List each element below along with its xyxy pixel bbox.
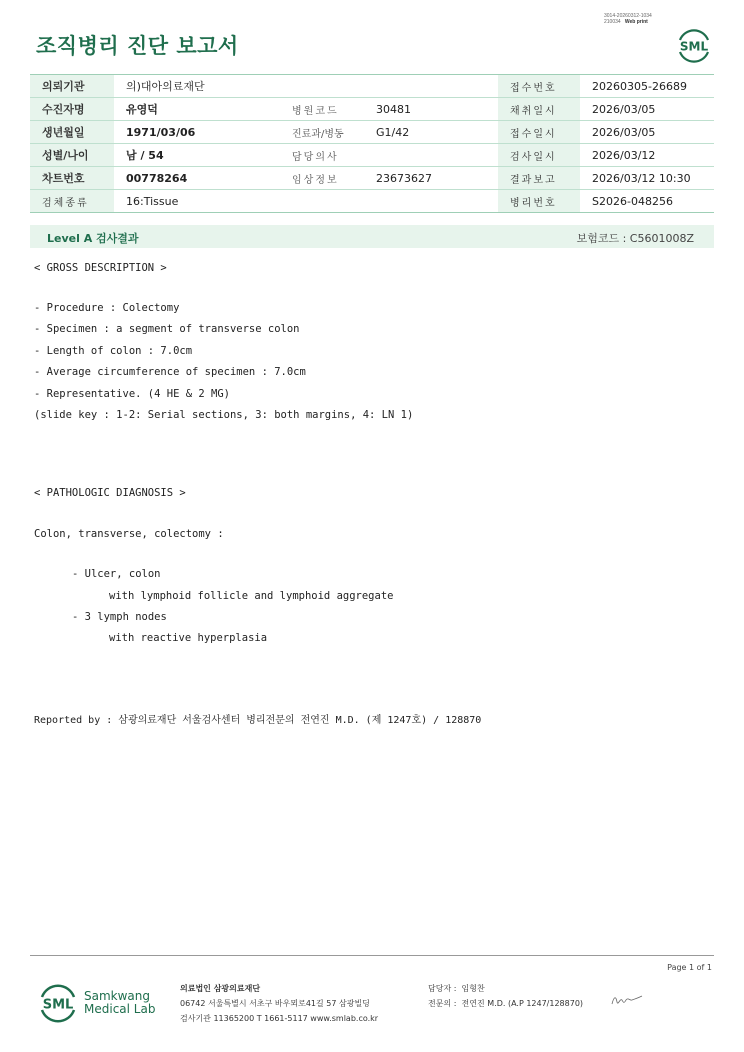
- value-receipt-date: 2026/03/05: [580, 121, 714, 144]
- gross-line-slide-key: (slide key : 1-2: Serial sections, 3: both margins, 4: LN 1): [34, 409, 414, 421]
- footer-divider: [30, 955, 714, 956]
- label-result-report: 결과보고: [498, 167, 580, 190]
- label-receipt-number: 접수번호: [498, 75, 580, 98]
- table-row: [30, 75, 714, 98]
- value-receipt-number: 20260305-26689: [580, 75, 714, 98]
- print-id: 3014-20260312-1034: [604, 13, 652, 19]
- footer-organization: [180, 981, 378, 1026]
- patient-info-table: [30, 74, 714, 213]
- gross-line-circumference: - Average circumference of specimen : 7.0cm: [34, 366, 306, 378]
- label-doctor: 담당의사: [280, 144, 364, 167]
- gross-line-procedure: - Procedure : Colectomy: [34, 302, 180, 314]
- samkwang-logo-icon: [36, 982, 80, 1024]
- gross-line-specimen: - Specimen : a segment of transverse colon: [34, 323, 300, 335]
- label-birth-date: 생년월일: [30, 121, 114, 144]
- org-name: 의료법인 삼광의료재단: [180, 984, 261, 993]
- label-patient-name: 수진자명: [30, 98, 114, 121]
- footer-staff: [428, 981, 583, 1011]
- gross-description-heading: < GROSS DESCRIPTION >: [34, 262, 167, 274]
- logo-text: SML: [679, 39, 709, 54]
- label-exam-date: 검사일시: [498, 144, 580, 167]
- value-exam-date: 2026/03/12: [580, 144, 714, 167]
- table-row: [30, 98, 714, 121]
- staff-name: 임형찬: [461, 984, 485, 993]
- brand-line-1: Samkwang: [84, 989, 150, 1003]
- diagnosis-item-lymph-nodes: - 3 lymph nodes: [72, 611, 167, 623]
- insurance-code: 보험코드 : C5601008Z: [576, 232, 694, 245]
- table-row: [30, 144, 714, 167]
- sml-logo-icon: [674, 26, 714, 64]
- diagnosis-site: Colon, transverse, colectomy :: [34, 528, 224, 540]
- web-print-label: Web print: [624, 19, 648, 25]
- org-contact: 검사기관 11365200 T 1661-5117 www.smlab.co.kr: [180, 1014, 379, 1023]
- expert-label: 전문의 :: [428, 999, 457, 1008]
- table-row: [30, 190, 714, 213]
- label-hospital-code: 병원코드: [280, 98, 364, 121]
- label-chart-number: 차트번호: [30, 167, 114, 190]
- label-collection-date: 채취일시: [498, 98, 580, 121]
- label-requester: 의뢰기관: [30, 75, 114, 98]
- value-sex-age: 남 / 54: [114, 144, 280, 167]
- value-hospital-code: 30481: [364, 98, 498, 121]
- print-metadata: [604, 13, 652, 25]
- diagnosis-item-lymph-detail: with reactive hyperplasia: [109, 632, 268, 644]
- label-receipt-date: 접수일시: [498, 121, 580, 144]
- value-clinical-info: 23673627: [364, 167, 498, 190]
- org-address: 06742 서울특별시 서초구 바우뫼로41길 57 삼광빌딩: [180, 999, 370, 1008]
- table-row: [30, 121, 714, 144]
- print-time: 210034: [604, 19, 621, 25]
- label-sex-age: 성별/나이: [30, 144, 114, 167]
- label-clinical-info: 임상정보: [280, 167, 364, 190]
- value-pathology-number: S2026-048256: [580, 190, 714, 213]
- print-sub: [604, 19, 652, 25]
- report-title: 조직병리 진단 보고서: [36, 34, 239, 58]
- value-requester: 의)대아의료재단: [114, 75, 498, 98]
- staff-label: 담당자 :: [428, 984, 457, 993]
- signature-icon: [610, 992, 644, 1008]
- footer-brand: [84, 990, 155, 1016]
- value-result-report: 2026/03/12 10:30: [580, 167, 714, 190]
- pathologic-diagnosis-heading: < PATHOLOGIC DIAGNOSIS >: [34, 487, 186, 499]
- value-patient-name: 유영덕: [114, 98, 280, 121]
- value-birth-date: 1971/03/06: [114, 121, 280, 144]
- expert-name: 전연진 M.D. (A.P 1247/128870): [461, 999, 584, 1008]
- result-level-label: Level A 검사결과: [47, 232, 139, 245]
- value-department: G1/42: [364, 121, 498, 144]
- page-number: Page 1 of 1: [667, 963, 712, 972]
- value-doctor: [364, 144, 498, 167]
- table-row: [30, 167, 714, 190]
- reported-by: Reported by : 삼광의료재단 서울검사센터 병리전문의 전연진 M.D. (제 1247호) / 128870: [34, 715, 482, 726]
- diagnosis-item-ulcer-detail: with lymphoid follicle and lymphoid aggregate: [109, 590, 394, 602]
- brand-line-2: Medical Lab: [84, 1002, 156, 1016]
- label-specimen-type: 검체종류: [30, 190, 114, 213]
- label-department: 진료과/병동: [280, 121, 364, 144]
- footer-logo-text: SML: [42, 997, 74, 1013]
- gross-line-length: - Length of colon : 7.0cm: [34, 345, 193, 357]
- value-collection-date: 2026/03/05: [580, 98, 714, 121]
- diagnosis-item-ulcer: - Ulcer, colon: [72, 568, 161, 580]
- value-chart-number: 00778264: [114, 167, 280, 190]
- gross-line-representative: - Representative. (4 HE & 2 MG): [34, 388, 230, 400]
- value-specimen-type: 16:Tissue: [114, 190, 498, 213]
- label-pathology-number: 병리번호: [498, 190, 580, 213]
